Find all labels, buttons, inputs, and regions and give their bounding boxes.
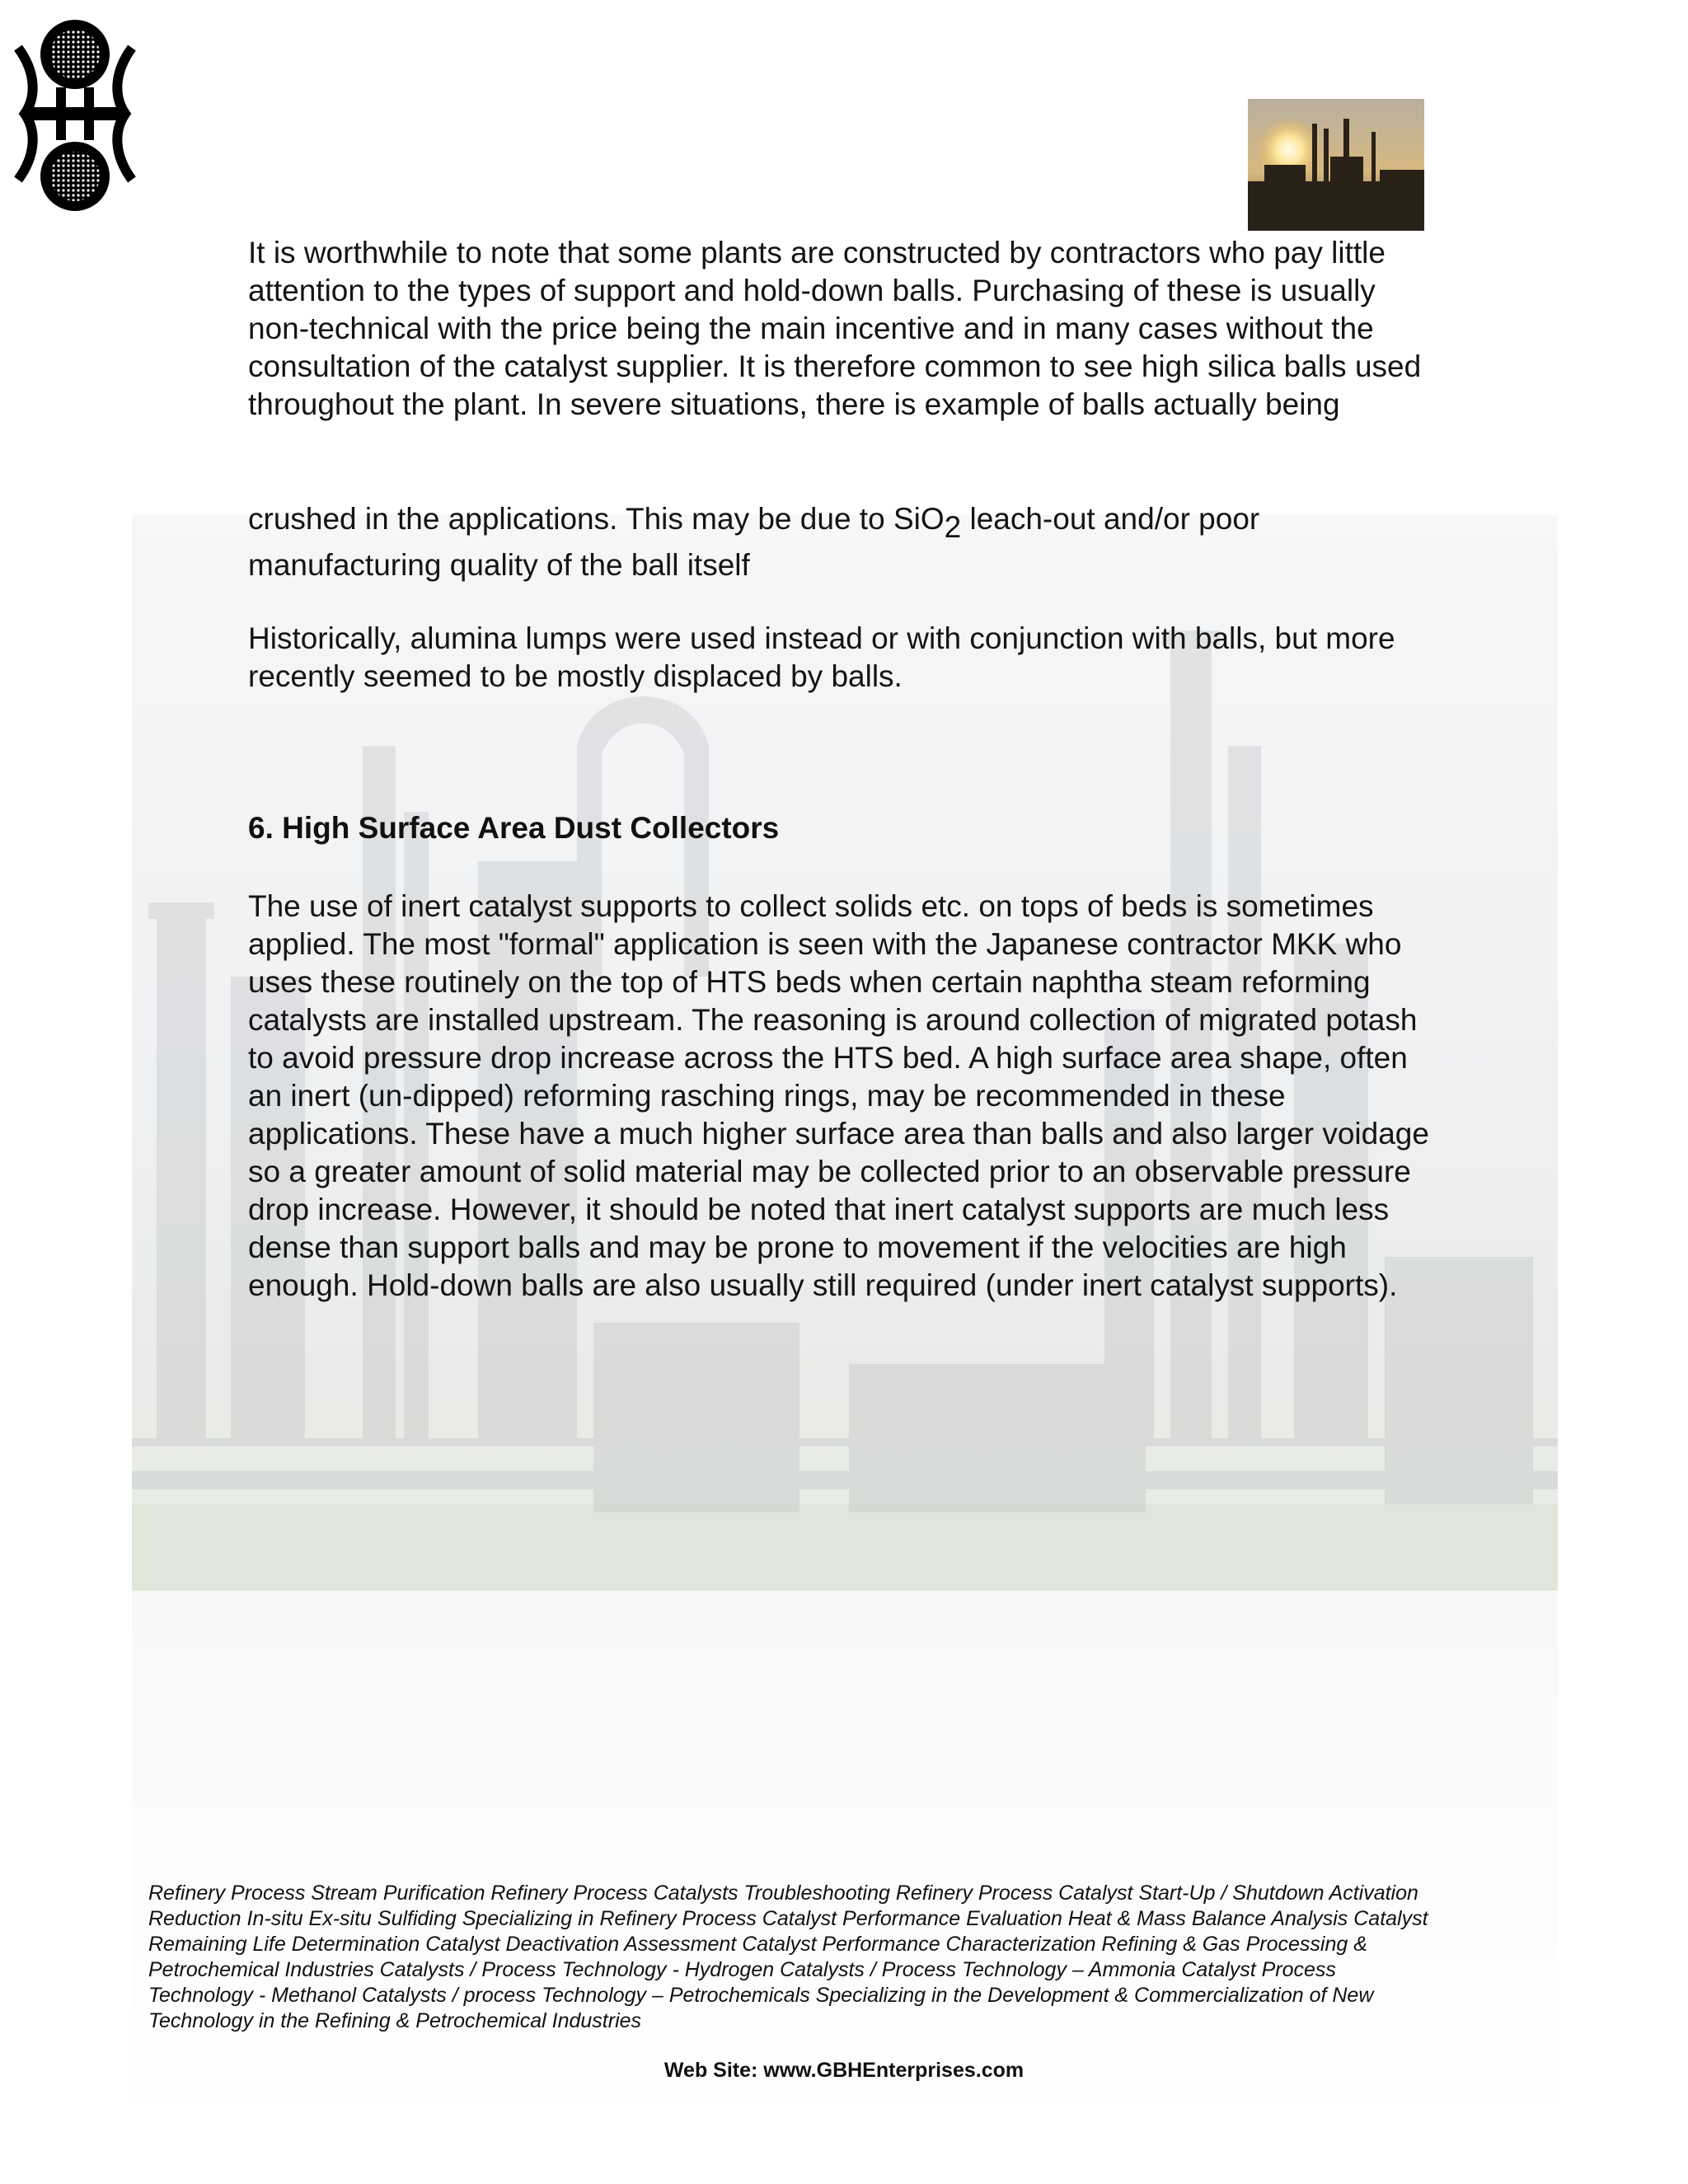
paragraph-2-end: leach-out and/or poor manufacturing quality of the ball itself	[248, 502, 1260, 582]
body-paragraph-2	[248, 496, 1443, 588]
body-paragraph-3: Historically, alumina lumps were used instead or with conjunction with balls, but more recently seemed to be mostly displaced by balls.	[248, 621, 1395, 693]
background-fade	[132, 1591, 1558, 2118]
footer-services: Refinery Process Stream Purification Refinery Process Catalysts Troubleshooting Refinery Process Catalyst Start-Up / Shutdown Activation Reduction In-situ Ex-situ Sulfiding Specializing in Refinery Process Catalyst Performance Evaluation Heat & Mass Balance Analysis Catalyst Remaining Life Determination Catalyst Deactivation Assessment Catalyst Performance Characterization Refining & Gas Processing & Petrochemical Industries Catalysts / Process Technology - Hydrogen Catalysts / Process Technology – Ammonia Catalyst Process Technology - Methanol Catalysts / process Technology – Petrochemicals Specializing in the Development & Commercialization of New Technology in the Refining & Petrochemical Industries	[148, 1882, 1428, 2032]
footer-website: Web Site: www.GBHEnterprises.com	[663, 2059, 1025, 2082]
body-paragraph-1: It is worthwhile to note that some plants are constructed by contractors who pay little attention to the types of support and hold-down balls. Purchasing of these is usually non-technical with the price being the main incentive and in many cases without the consultation of the catalyst supplier. It is therefore common to see high silica balls used throughout the plant. In severe situations, there is example of balls actually being	[248, 236, 1422, 421]
body-paragraph-4: The use of inert catalyst supports to collect solids etc. on tops of beds is sometimes applied. The most "formal" application is seen with the Japanese contractor MKK who uses these routinely on the top of HTS beds when certain naphtha steam reforming catalysts are installed upstream. The reasoning is around collection of migrated potash to avoid pressure drop increase across the HTS bed. A high surface area shape, often an inert (un-dipped) reforming rasching rings, may be recommended in these applications. These have a much higher surface area than balls and also larger voidage so a greater amount of solid material may be collected prior to an observable pressure drop increase. However, it should be noted that inert catalyst supports are much less dense than support balls and may be prone to movement if the velocities are high enough. Hold-down balls are also usually still required (under inert catalyst supports).	[248, 889, 1429, 1302]
subscript-2: 2	[944, 510, 962, 544]
company-logo-icon	[12, 15, 138, 213]
paragraph-2-start: crushed in the applications. This may be due to SiO	[248, 502, 945, 536]
refinery-sunset-photo	[1248, 99, 1424, 231]
section-heading: 6. High Surface Area Dust Collectors	[248, 811, 780, 845]
